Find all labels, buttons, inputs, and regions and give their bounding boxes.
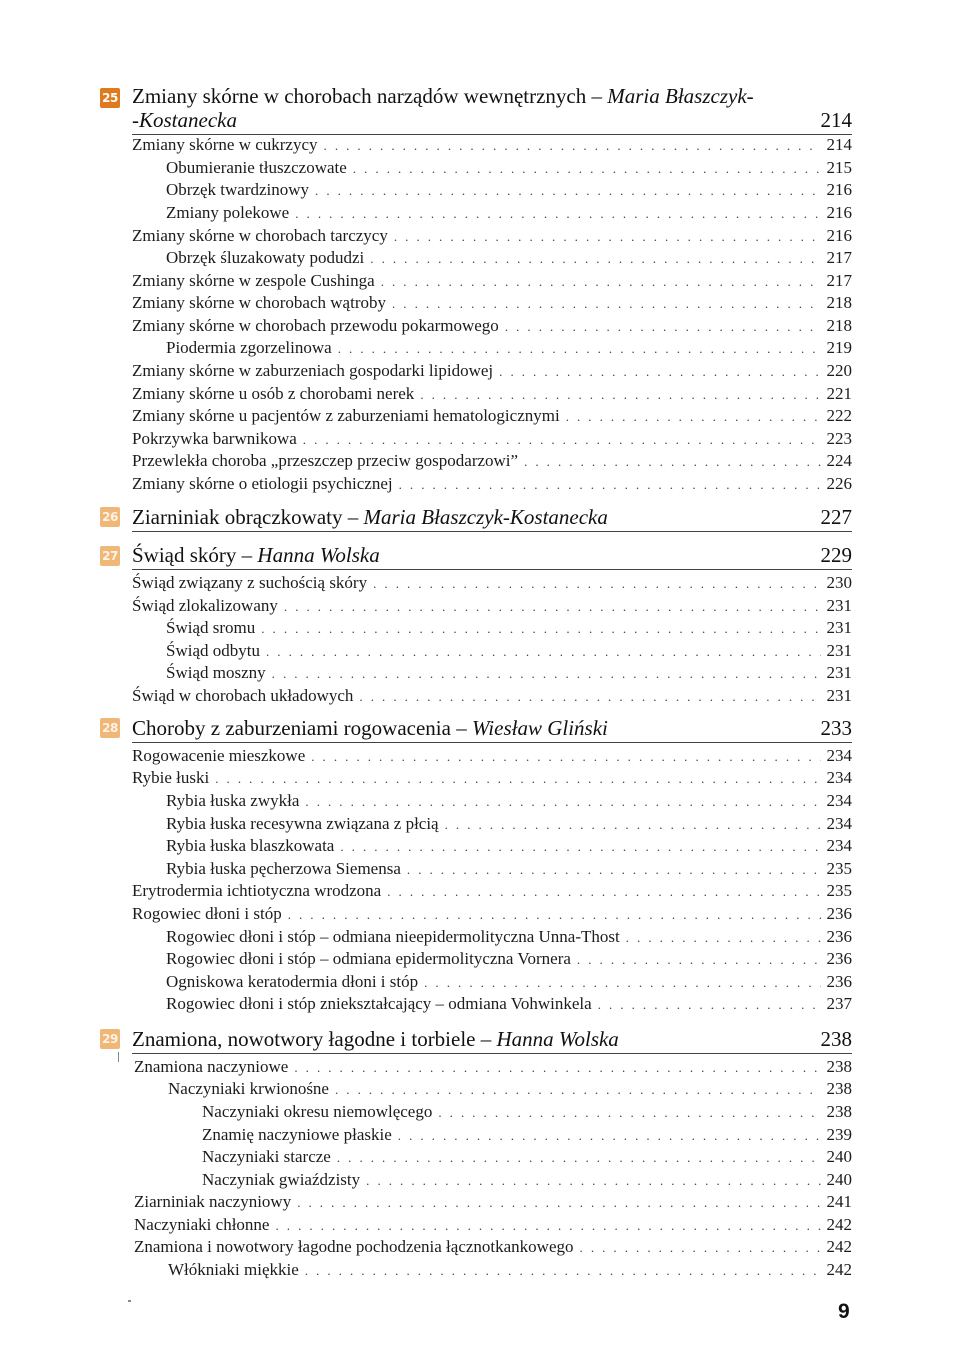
scan-mark <box>118 1052 119 1062</box>
entry-label: Piodermia zgorzelinowa <box>166 338 332 357</box>
entry-label: Zmiany skórne o etiologii psychicznej <box>132 474 393 493</box>
entry-label: Obrzęk śluzakowaty podudzi <box>166 248 365 267</box>
entry-page: 231 <box>826 641 852 660</box>
entry-page: 234 <box>826 814 852 833</box>
dot-leader <box>272 663 821 685</box>
dot-leader <box>297 1192 820 1214</box>
toc-entry[interactable] <box>202 1146 852 1168</box>
dot-leader <box>303 429 821 451</box>
entry-page: 242 <box>826 1237 852 1256</box>
page-number: 9 <box>838 1300 850 1323</box>
dot-leader <box>353 158 821 180</box>
dot-leader <box>598 994 821 1016</box>
toc-entry[interactable] <box>132 134 852 156</box>
chapter-number-badge: 29 <box>100 1029 120 1049</box>
entry-label: Zmiany skórne w chorobach wątroby <box>132 293 386 312</box>
entry-label: Naczyniaki krwionośne <box>168 1079 329 1098</box>
entry-page: 224 <box>826 451 852 470</box>
toc-entry[interactable] <box>132 450 852 472</box>
chapter-title: Choroby z zaburzeniami rogowacenia – <box>132 716 472 740</box>
entry-label: Rybia łuska pęcherzowa Siemensa <box>166 859 401 878</box>
dot-leader <box>305 1260 821 1282</box>
chapter-heading[interactable] <box>132 543 852 567</box>
chapter-underline <box>132 569 852 570</box>
entry-label: Obrzęk twardzinowy <box>166 180 310 199</box>
entry-label: Zmiany skórne u pacjentów z zaburzeniami hematologicznymi <box>132 406 560 425</box>
dot-leader <box>505 316 821 338</box>
toc-entry[interactable] <box>166 157 852 179</box>
entry-page: 242 <box>826 1215 852 1234</box>
chapter-page-number: 233 <box>820 716 852 740</box>
chapter-title: Znamiona, nowotwory łagodne i torbiele – <box>132 1027 497 1051</box>
toc-entry[interactable] <box>166 640 852 662</box>
entry-label: Świąd zlokalizowany <box>132 596 278 615</box>
entry-page: 236 <box>826 972 852 991</box>
toc-entry[interactable] <box>166 202 852 224</box>
entry-label: Pokrzywka barwnikowa <box>132 429 297 448</box>
entry-label: Zmiany skórne w zaburzeniach gospodarki lipidowej <box>132 361 494 380</box>
chapter-heading[interactable] <box>132 716 852 740</box>
entry-page: 215 <box>826 158 852 177</box>
dot-leader <box>407 859 821 881</box>
toc-entry[interactable] <box>202 1124 852 1146</box>
entry-page: 240 <box>826 1147 852 1166</box>
entry-label: Świąd związany z suchością skóry <box>132 573 368 592</box>
entry-label: Zmiany skórne w zespole Cushinga <box>132 271 375 290</box>
entry-label: Rogowiec dłoni i stóp zniekształcający – odmiana Vohwinkela <box>166 994 592 1013</box>
entry-label: Rogowiec dłoni i stóp <box>132 904 282 923</box>
entry-page: 231 <box>826 686 852 705</box>
chapter-title: Ziarniniak obrączkowaty – <box>132 505 364 529</box>
dot-leader <box>337 1147 821 1169</box>
entry-page: 216 <box>826 180 852 199</box>
toc-entry[interactable] <box>166 971 852 993</box>
dot-leader <box>311 746 820 768</box>
dot-leader <box>499 361 820 383</box>
dot-leader <box>580 1237 821 1259</box>
chapter-number-badge: 25 <box>100 88 120 108</box>
toc-entry[interactable] <box>134 1191 852 1213</box>
entry-label: Zmiany skórne w chorobach tarczycy <box>132 226 388 245</box>
entry-page: 234 <box>826 768 852 787</box>
toc-entry[interactable] <box>132 225 852 247</box>
toc-entry[interactable] <box>132 405 852 427</box>
scan-mark <box>128 1300 131 1302</box>
toc-entry[interactable] <box>166 948 852 970</box>
toc-entry[interactable] <box>166 858 852 880</box>
entry-label: Rybie łuski <box>132 768 210 787</box>
dot-leader <box>335 1079 821 1101</box>
toc-entry[interactable] <box>134 1236 852 1258</box>
entry-label: Rybia łuska zwykła <box>166 791 300 810</box>
toc-entry[interactable] <box>132 767 852 789</box>
chapter-title: Świąd skóry – <box>132 543 258 567</box>
chapter-author: Maria Błaszczyk- <box>607 84 754 108</box>
dot-leader <box>424 972 820 994</box>
entry-page: 238 <box>826 1102 852 1121</box>
toc-entry[interactable] <box>132 383 852 405</box>
dot-leader <box>438 1102 820 1124</box>
entry-label: Naczyniaki starcze <box>202 1147 331 1166</box>
toc-entry[interactable] <box>132 473 852 495</box>
entry-page: 217 <box>826 271 852 290</box>
dot-leader <box>566 406 821 428</box>
dot-leader <box>275 1215 820 1237</box>
toc-entry[interactable] <box>166 617 852 639</box>
toc-entry[interactable] <box>132 428 852 450</box>
chapter-heading[interactable] <box>132 84 852 132</box>
entry-page: 236 <box>826 927 852 946</box>
dot-leader <box>338 338 821 360</box>
toc-entry[interactable] <box>132 595 852 617</box>
chapter-author: Maria Błaszczyk-Kostanecka <box>363 505 608 529</box>
entry-page: 235 <box>826 859 852 878</box>
entry-label: Naczyniaki chłonne <box>134 1215 270 1234</box>
entry-label: Rogowiec dłoni i stóp – odmiana epidermolityczna Vornera <box>166 949 571 968</box>
entry-label: Obumieranie tłuszczowate <box>166 158 347 177</box>
entry-page: 234 <box>826 836 852 855</box>
entry-label: Zmiany skórne w chorobach przewodu pokarmowego <box>132 316 499 335</box>
dot-leader <box>315 180 820 202</box>
toc-entry[interactable] <box>132 880 852 902</box>
toc-entry[interactable] <box>168 1078 852 1100</box>
dot-leader <box>394 226 821 248</box>
toc-entry[interactable] <box>166 813 852 835</box>
toc-entry[interactable] <box>134 1056 852 1078</box>
entry-page: 242 <box>826 1260 852 1279</box>
entry-page: 226 <box>826 474 852 493</box>
dot-leader <box>577 949 821 971</box>
dot-leader <box>387 881 820 903</box>
toc-entry[interactable] <box>132 270 852 292</box>
entry-page: 231 <box>826 596 852 615</box>
dot-leader <box>324 135 821 157</box>
entry-label: Zmiany skórne u osób z chorobami nerek <box>132 384 415 403</box>
entry-page: 221 <box>826 384 852 403</box>
toc-entry[interactable] <box>202 1169 852 1191</box>
entry-label: Znamię naczyniowe płaskie <box>202 1125 392 1144</box>
chapter-underline <box>132 742 852 743</box>
entry-page: 234 <box>826 791 852 810</box>
toc-entry[interactable] <box>166 247 852 269</box>
dot-leader <box>215 768 820 790</box>
entry-label: Rogowacenie mieszkowe <box>132 746 306 765</box>
chapter-heading[interactable] <box>132 505 852 529</box>
dot-leader <box>305 791 820 813</box>
chapter-author-continued: -Kostanecka <box>132 108 237 132</box>
entry-label: Włókniaki miękkie <box>168 1260 299 1279</box>
entry-label: Zmiany skórne w cukrzycy <box>132 135 318 154</box>
entry-page: 214 <box>826 135 852 154</box>
entry-label: Erytrodermia ichtiotyczna wrodzona <box>132 881 382 900</box>
entry-label: Zmiany polekowe <box>166 203 290 222</box>
toc-entry[interactable] <box>166 926 852 948</box>
chapter-page-number: 214 <box>820 108 852 132</box>
dot-leader <box>392 293 821 315</box>
entry-page: 218 <box>826 316 852 335</box>
entry-label: Rogowiec dłoni i stóp – odmiana nieepidermolityczna Unna-Thost <box>166 927 620 946</box>
dot-leader <box>381 271 821 293</box>
entry-label: Świąd moszny <box>166 663 266 682</box>
toc-entry[interactable] <box>132 685 852 707</box>
dot-leader <box>359 686 820 708</box>
dot-leader <box>261 618 820 640</box>
chapter-title: Zmiany skórne w chorobach narządów wewnętrznych – <box>132 84 608 108</box>
toc-entry[interactable] <box>132 745 852 767</box>
entry-page: 216 <box>826 203 852 222</box>
toc-entry[interactable] <box>166 790 852 812</box>
entry-page: 236 <box>826 949 852 968</box>
entry-label: Ogniskowa keratodermia dłoni i stóp <box>166 972 419 991</box>
toc-entry[interactable] <box>168 1259 852 1281</box>
dot-leader <box>288 904 821 926</box>
entry-label: Znamiona naczyniowe <box>134 1057 289 1076</box>
entry-page: 231 <box>826 663 852 682</box>
toc-entry[interactable] <box>166 662 852 684</box>
entry-page: 234 <box>826 746 852 765</box>
entry-page: 223 <box>826 429 852 448</box>
dot-leader <box>524 451 820 473</box>
toc-entry[interactable] <box>166 337 852 359</box>
entry-page: 235 <box>826 881 852 900</box>
chapter-number-badge: 28 <box>100 718 120 738</box>
entry-label: Świąd sromu <box>166 618 256 637</box>
entry-label: Rybia łuska recesywna związana z płcią <box>166 814 439 833</box>
chapter-author: Hanna Wolska <box>496 1027 619 1051</box>
dot-leader <box>445 814 821 836</box>
entry-label: Rybia łuska blaszkowata <box>166 836 335 855</box>
dot-leader <box>366 1170 820 1192</box>
chapter-number-badge: 27 <box>100 546 120 566</box>
entry-page: 222 <box>826 406 852 425</box>
dot-leader <box>626 927 821 949</box>
toc-entry[interactable] <box>132 572 852 594</box>
entry-page: 239 <box>826 1125 852 1144</box>
entry-page: 237 <box>826 994 852 1013</box>
chapter-author: Hanna Wolska <box>257 543 380 567</box>
toc-entry[interactable] <box>202 1101 852 1123</box>
chapter-page-number: 229 <box>820 543 852 567</box>
entry-label: Naczyniak gwiaździsty <box>202 1170 361 1189</box>
entry-page: 240 <box>826 1170 852 1189</box>
toc-entry[interactable] <box>132 360 852 382</box>
dot-leader <box>398 1125 821 1147</box>
entry-page: 218 <box>826 293 852 312</box>
dot-leader <box>284 596 821 618</box>
entry-label: Świąd w chorobach układowych <box>132 686 354 705</box>
chapter-page-number: 227 <box>820 505 852 529</box>
entry-page: 217 <box>826 248 852 267</box>
chapter-underline <box>132 531 852 532</box>
entry-label: Ziarniniak naczyniowy <box>134 1192 292 1211</box>
entry-label: Świąd odbytu <box>166 641 260 660</box>
entry-page: 219 <box>826 338 852 357</box>
chapter-underline <box>132 1053 852 1054</box>
toc-entry[interactable] <box>132 292 852 314</box>
entry-label: Naczyniaki okresu niemowlęcego <box>202 1102 433 1121</box>
entry-label: Znamiona i nowotwory łagodne pochodzenia łącznotkankowego <box>134 1237 574 1256</box>
dot-leader <box>373 573 820 595</box>
dot-leader <box>420 384 820 406</box>
toc-entry[interactable] <box>166 179 852 201</box>
chapter-heading[interactable] <box>132 1027 852 1051</box>
entry-page: 216 <box>826 226 852 245</box>
entry-page: 231 <box>826 618 852 637</box>
toc-entry[interactable] <box>166 835 852 857</box>
entry-page: 241 <box>826 1192 852 1211</box>
toc-entry[interactable] <box>134 1214 852 1236</box>
toc-entry[interactable] <box>132 903 852 925</box>
entry-label: Przewlekła choroba „przeszczep przeciw gospodarzowi” <box>132 451 519 470</box>
entry-page: 238 <box>826 1079 852 1098</box>
dot-leader <box>370 248 820 270</box>
chapter-author: Wiesław Gliński <box>471 716 608 740</box>
chapter-page-number: 238 <box>820 1027 852 1051</box>
dot-leader <box>340 836 820 858</box>
toc-entry[interactable] <box>132 315 852 337</box>
entry-page: 230 <box>826 573 852 592</box>
chapter-number-badge: 26 <box>100 507 120 527</box>
dot-leader <box>266 641 821 663</box>
entry-page: 236 <box>826 904 852 923</box>
toc-entry[interactable] <box>166 993 852 1015</box>
dot-leader <box>294 1057 820 1079</box>
entry-page: 238 <box>826 1057 852 1076</box>
entry-page: 220 <box>826 361 852 380</box>
dot-leader <box>399 474 821 496</box>
dot-leader <box>295 203 820 225</box>
